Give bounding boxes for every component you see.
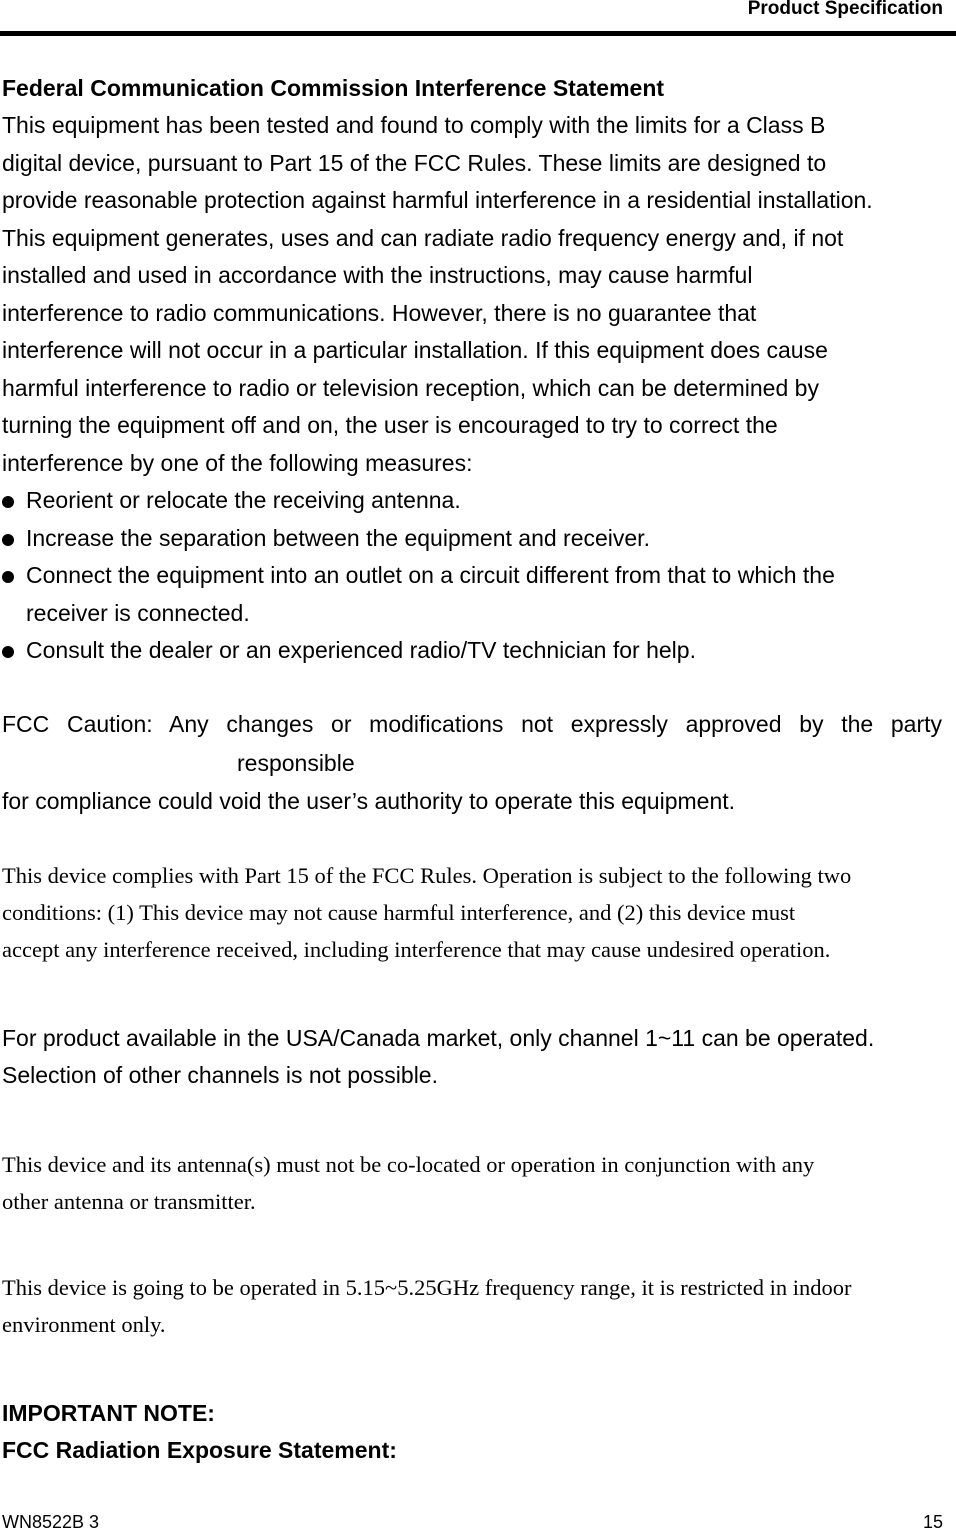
paragraph-line: This device and its antenna(s) must not be co-located or operation in conjunction with any: [2, 1152, 815, 1177]
list-item-continuation: receiver is connected.: [26, 599, 250, 626]
paragraph-line: Selection of other channels is not possible.: [2, 1062, 438, 1088]
paragraph-line: other antenna or transmitter.: [2, 1189, 256, 1214]
list-item-text: Reorient or relocate the receiving antenna.: [26, 487, 461, 513]
paragraph-line: installed and used in accordance with the instructions, may cause harmful: [2, 262, 753, 288]
fcc-statement-heading: Federal Communication Commission Interference Statement: [2, 75, 665, 101]
usa-canada-channel-paragraph: [2, 1020, 952, 1094]
paragraph-line: provide reasonable protection against harmful interference in a residential installation.: [2, 187, 873, 213]
list-item: [2, 520, 954, 558]
radiation-exposure-heading: FCC Radiation Exposure Statement:: [2, 1437, 397, 1463]
part15-compliance-paragraph: [2, 857, 952, 968]
paragraph-line: This device complies with Part 15 of the FCC Rules. Operation is subject to the following two: [2, 863, 852, 888]
important-note-heading: IMPORTANT NOTE:: [2, 1400, 215, 1426]
list-item: [2, 482, 954, 520]
fcc-statement-paragraph: [2, 107, 954, 482]
fcc-caution-line-2: responsible: [237, 750, 355, 776]
header-divider: [0, 31, 956, 36]
list-item-text: Increase the separation between the equipment and receiver.: [26, 524, 650, 551]
footer-model: WN8522B 3: [2, 1512, 100, 1532]
paragraph-line: interference will not occur in a particular installation. If this equipment does cause: [2, 337, 828, 363]
fcc-caution-line-3: for compliance could void the user’s authority to operate this equipment.: [2, 788, 736, 814]
footer-page-number: 15: [922, 1512, 943, 1532]
paragraph-line: This device is going to be operated in 5.15~5.25GHz frequency range, it is restricted in indoor: [2, 1275, 852, 1300]
paragraph-line: For product available in the USA/Canada market, only channel 1~11 can be operated.: [2, 1025, 875, 1051]
measures-list: [2, 482, 954, 670]
paragraph-line: This equipment has been tested and found to comply with the limits for a Class B: [2, 112, 826, 138]
paragraph-line: harmful interference to radio or television reception, which can be determined by: [2, 374, 819, 401]
list-item: [2, 557, 954, 595]
paragraph-line: This equipment generates, uses and can radiate radio frequency energy and, if not: [2, 224, 844, 251]
paragraph-line: turning the equipment off and on, the user is encouraged to try to correct the: [2, 412, 778, 438]
paragraph-line: digital device, pursuant to Part 15 of the FCC Rules. These limits are designed to: [2, 149, 827, 176]
bullet-icon: [2, 534, 14, 546]
paragraph-line: conditions: (1) This device may not cause harmful interference, and (2) this device must: [2, 900, 796, 925]
bullet-icon: [2, 496, 14, 508]
colocation-paragraph: [2, 1146, 952, 1220]
fcc-caution-line-1: FCC Caution: Any changes or modifications not expressly approved by the party: [2, 711, 942, 737]
paragraph-line: accept any interference received, including interference that may cause undesired operation.: [2, 937, 831, 962]
list-item-text: Consult the dealer or an experienced radio/TV technician for help.: [26, 637, 696, 663]
paragraph-line: interference to radio communications. However, there is no guarantee that: [2, 299, 757, 326]
list-item: [2, 632, 954, 670]
bullet-icon: [2, 571, 14, 583]
header-title: Product Specification: [747, 0, 943, 19]
list-item-text: Connect the equipment into an outlet on a circuit different from that to which the: [26, 562, 835, 588]
bullet-icon: [2, 646, 14, 658]
paragraph-line: interference by one of the following measures:: [2, 449, 473, 476]
paragraph-line: environment only.: [2, 1312, 166, 1337]
frequency-range-paragraph: [2, 1269, 952, 1343]
